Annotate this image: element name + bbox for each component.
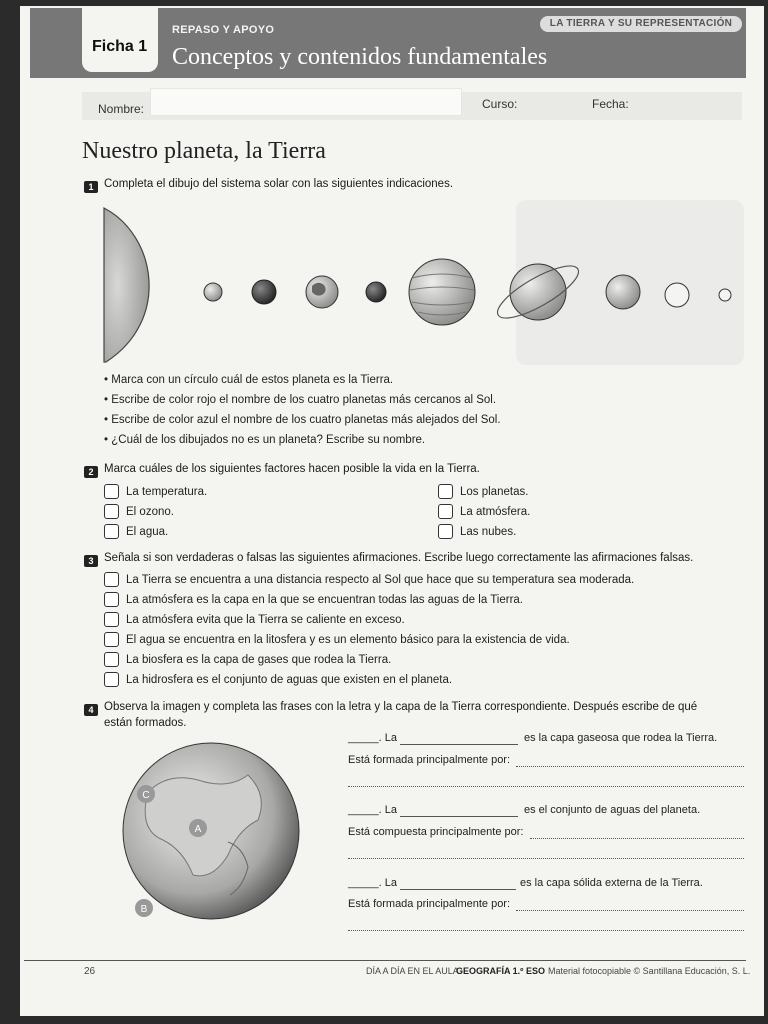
worksheet-title: Conceptos y contenidos fundamentales — [172, 44, 548, 70]
globe-letter-c: C — [142, 790, 150, 801]
checkbox[interactable] — [104, 504, 119, 519]
checkbox[interactable] — [104, 592, 119, 607]
q2-option[interactable]: El ozono. — [104, 504, 174, 519]
block2-line2: Está compuesta principalmente por: — [348, 826, 524, 838]
checkbox[interactable] — [438, 484, 453, 499]
ficha-label: Ficha 1 — [92, 38, 148, 55]
checkbox[interactable] — [104, 612, 119, 627]
question-1-text: Completa el dibujo del sistema solar con las siguientes indicaciones. — [104, 178, 454, 190]
checkbox[interactable] — [104, 632, 119, 647]
earth-globe-image — [108, 742, 314, 920]
q2-option[interactable]: El agua. — [104, 524, 168, 539]
q3-statement[interactable]: La Tierra se encuentra a una distancia respecto al Sol que hace que su temperatura sea moderada. — [104, 572, 634, 587]
question-2-text: Marca cuáles de los siguientes factores hacen posible la vida en la Tierra. — [104, 463, 480, 475]
footer-copyright: Material fotocopiable © Santillana Educación, S. L. — [548, 966, 751, 976]
section-label: REPASO Y APOYO — [172, 24, 275, 36]
venus-shape — [252, 280, 276, 304]
topic-badge: LA TIERRA Y SU REPRESENTACIÓN — [540, 16, 742, 32]
q2-option[interactable]: Las nubes. — [438, 524, 516, 539]
block3-suffix: es la capa sólida externa de la Tierra. — [520, 877, 703, 889]
checkbox[interactable] — [104, 572, 119, 587]
block1-answer-line[interactable] — [400, 744, 518, 745]
block2-dotted-line[interactable] — [530, 838, 744, 839]
q3-statement[interactable]: El agua se encuentra en la litosfera y es un elemento básico para la existencia de vida. — [104, 632, 570, 647]
block2-suffix: es el conjunto de aguas del planeta. — [524, 804, 701, 816]
q1-bullet: • ¿Cuál de los dibujados no es un planeta? Escribe su nombre. — [104, 434, 426, 446]
block2-answer-line[interactable] — [400, 816, 518, 817]
checkbox[interactable] — [438, 524, 453, 539]
q1-bullet: • Escribe de color rojo el nombre de los cuatro planetas más cercanos al Sol. — [104, 394, 497, 406]
block2-dotted-line[interactable] — [348, 858, 744, 859]
q1-bullet: • Escribe de color azul el nombre de los cuatro planetas más alejados del Sol. — [104, 414, 501, 426]
question-3-text: Señala si son verdaderas o falsas las siguientes afirmaciones. Escribe luego correctamente las afirmaciones falsas. — [104, 552, 694, 564]
mars-shape — [366, 282, 386, 302]
block1-suffix: es la capa gaseosa que rodea la Tierra. — [524, 732, 718, 744]
saturn-shape — [510, 264, 566, 320]
question-4-text: Observa la imagen y completa las frases con la letra y la capa de la Tierra correspondiente. Después escribe de qué — [104, 701, 698, 713]
block3-dotted-line[interactable] — [348, 930, 744, 931]
q2-option[interactable]: La atmósfera. — [438, 504, 530, 519]
checkbox[interactable] — [438, 504, 453, 519]
question-number-3: 3 — [84, 555, 98, 567]
q3-statement[interactable]: La atmósfera es la capa en la que se encuentran todas las aguas de la Tierra. — [104, 592, 523, 607]
neptune-shape — [665, 283, 689, 307]
sun-shape — [104, 208, 149, 362]
block1-dotted-line[interactable] — [348, 786, 744, 787]
block1-dotted-line[interactable] — [516, 766, 744, 767]
block2-prefix: _____. La — [348, 804, 397, 816]
question-number-4: 4 — [84, 704, 98, 716]
q2-option[interactable]: La temperatura. — [104, 484, 207, 499]
name-label: Nombre: — [98, 102, 145, 116]
name-field[interactable] — [150, 88, 462, 116]
checkbox[interactable] — [104, 484, 119, 499]
block1-line2: Está formada principalmente por: — [348, 754, 511, 766]
page-title: Nuestro planeta, la Tierra — [82, 138, 326, 164]
earth-continent-shape — [312, 283, 326, 296]
page-number: 26 — [84, 966, 96, 977]
checkbox[interactable] — [104, 672, 119, 687]
block3-dotted-line[interactable] — [516, 910, 744, 911]
footer-subject: GEOGRAFÍA 1.º ESO — [456, 966, 545, 976]
question-number-1: 1 — [84, 181, 98, 193]
q2-option[interactable]: Los planetas. — [438, 484, 528, 499]
checkbox[interactable] — [104, 524, 119, 539]
q1-bullet: • Marca con un círculo cuál de estos planeta es la Tierra. — [104, 374, 394, 386]
checkbox[interactable] — [104, 652, 119, 667]
question-4-text-continued: están formados. — [104, 717, 187, 729]
block3-prefix: _____. La — [348, 877, 397, 889]
uranus-shape — [606, 275, 640, 309]
q3-statement[interactable]: La hidrosfera es el conjunto de aguas que existen en el planeta. — [104, 672, 452, 687]
footer-series: DÍA A DÍA EN EL AULA — [366, 966, 459, 976]
pluto-shape — [719, 289, 731, 301]
globe-letter-a: A — [194, 824, 202, 835]
question-number-2: 2 — [84, 466, 98, 478]
footer-divider — [24, 960, 746, 961]
mercury-shape — [204, 283, 222, 301]
course-label: Curso: — [482, 97, 518, 111]
globe-letter-b: B — [140, 904, 148, 915]
date-label: Fecha: — [592, 97, 629, 111]
solar-system-drawing — [96, 200, 746, 370]
q3-statement[interactable]: La biosfera es la capa de gases que rodea la Tierra. — [104, 652, 391, 667]
block3-line2: Está formada principalmente por: — [348, 898, 511, 910]
block3-answer-line[interactable] — [400, 889, 516, 890]
q3-statement[interactable]: La atmósfera evita que la Tierra se caliente en exceso. — [104, 612, 405, 627]
block1-prefix: _____. La — [348, 732, 397, 744]
